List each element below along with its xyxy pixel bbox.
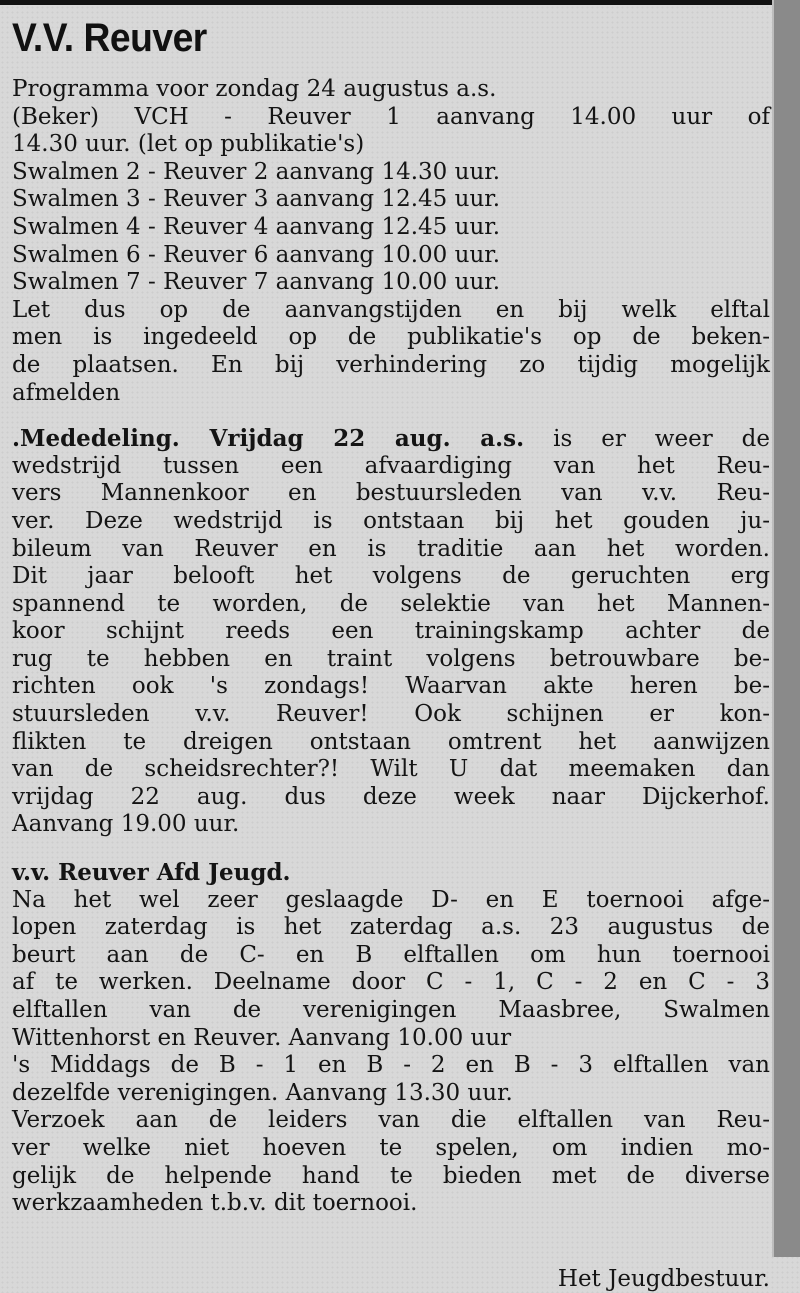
text-line — [12, 756, 770, 784]
line-text: Let dus op de aanvangstijden en bij welk elftal — [12, 296, 770, 323]
text-line — [12, 159, 770, 187]
line-text: Swalmen 7 - Reuver 7 aanvang 10.00 uur. — [12, 269, 501, 296]
line-text: Swalmen 4 - Reuver 4 aanvang 12.45 uur. — [12, 213, 501, 240]
jeugd-section — [12, 859, 770, 1218]
line-text: afmelden — [12, 379, 121, 406]
line-text: richten ook 's zondags! Waarvan akte heren be- — [12, 673, 770, 700]
line-text: Swalmen 6 - Reuver 6 aanvang 10.00 uur. — [12, 241, 501, 268]
text-line — [12, 646, 770, 674]
line-text: vers Mannenkoor en bestuursleden van v.v. Reu- — [12, 480, 770, 507]
text-line — [12, 186, 770, 214]
line-text: beurt aan de C- en B elftallen om hun toernooi — [12, 941, 770, 968]
text-line — [12, 969, 770, 997]
text-line — [12, 811, 770, 839]
text-line — [12, 480, 770, 508]
text-line — [12, 324, 770, 352]
text-line — [12, 425, 770, 453]
text-line — [12, 214, 770, 242]
text-line — [12, 1080, 770, 1108]
line-text: bileum van Reuver en is traditie aan het worden. — [12, 535, 770, 562]
text-line — [12, 380, 770, 408]
line-text: stuursleden v.v. Reuver! Ook schijnen er kon- — [12, 701, 770, 728]
line-text: af te werken. Deelname door C - 1, C - 2 en C - 3 — [12, 969, 770, 996]
line-text: Verzoek aan de leiders van die elftallen van Reu- — [12, 1107, 770, 1134]
line-text: Programma voor zondag 24 augustus a.s. — [12, 76, 497, 102]
text-line — [12, 1190, 770, 1218]
text-line — [12, 1135, 770, 1163]
line-text: lopen zaterdag is het zaterdag a.s. 23 augustus de — [12, 914, 770, 941]
line-text: men is ingedeeld op de publikatie's op de beken- — [12, 324, 770, 351]
text-line — [12, 859, 770, 887]
text-line — [12, 453, 770, 481]
article-sections — [12, 76, 770, 1218]
text-line — [12, 131, 770, 159]
programma-section — [12, 76, 770, 407]
text-line — [12, 701, 770, 729]
article-body — [12, 76, 770, 1293]
background-strip — [774, 0, 800, 1257]
line-text: werkzaamheden t.b.v. dit toernooi. — [12, 1190, 418, 1217]
line-text: vrijdag 22 aug. dus deze week naar Dijckerhof. — [12, 783, 770, 810]
line-text: gelijk de helpende hand te bieden met de diverse — [12, 1162, 770, 1189]
line-text: (Beker) VCH - Reuver 1 aanvang 14.00 uur of — [12, 103, 770, 130]
signature: Het Jeugdbestuur. — [557, 1265, 770, 1292]
bold-lead: .Mededeling. Vrijdag 22 aug. a.s. — [12, 425, 525, 453]
line-text: elftallen van de verenigingen Maasbree, Swalmen — [12, 997, 770, 1023]
text-line — [12, 1052, 770, 1080]
text-line — [12, 887, 770, 915]
bold-lead: v.v. Reuver Afd Jeugd. — [12, 859, 291, 887]
line-text: Dit jaar belooft het volgens de geruchten erg — [12, 563, 770, 590]
text-line — [12, 508, 770, 536]
text-line — [12, 591, 770, 619]
line-text: ver. Deze wedstrijd is ontstaan bij het gouden ju- — [12, 507, 770, 534]
article-title: V.V. Reuver — [12, 16, 207, 60]
line-text: van de scheidsrechter?! Wilt U dat meemaken dan — [12, 756, 770, 783]
line-text: de plaatsen. En bij verhindering zo tijdig mogelijk — [12, 351, 770, 378]
text-line — [12, 1025, 770, 1053]
text-line — [12, 914, 770, 942]
text-line — [12, 1107, 770, 1135]
line-text: Aanvang 19.00 uur. — [12, 811, 240, 838]
section-gap — [12, 407, 770, 425]
text-line — [12, 563, 770, 591]
text-line — [12, 352, 770, 380]
text-line — [12, 242, 770, 270]
line-text: Swalmen 3 - Reuver 3 aanvang 12.45 uur. — [12, 186, 501, 213]
line-text: koor schijnt reeds een trainingskamp achter de — [12, 618, 770, 645]
text-line — [12, 297, 770, 325]
line-text: is er weer de — [524, 426, 770, 453]
line-text: ver welke niet hoeven te spelen, om indien mo- — [12, 1134, 770, 1161]
text-line — [12, 997, 770, 1025]
text-line — [12, 536, 770, 564]
text-line — [12, 729, 770, 757]
line-text: 's Middags de B - 1 en B - 2 en B - 3 elftallen van — [12, 1052, 770, 1079]
line-text: Wittenhorst en Reuver. Aanvang 10.00 uur — [12, 1024, 512, 1051]
section-gap — [12, 839, 770, 859]
line-text: wedstrijd tussen een afvaardiging van het Reu- — [12, 452, 770, 479]
line-text: dezelfde verenigingen. Aanvang 13.30 uur. — [12, 1079, 513, 1106]
text-line — [12, 104, 770, 132]
line-text: spannend te worden, de selektie van het Mannen- — [12, 590, 770, 617]
top-rule — [0, 0, 772, 5]
mededeling-section — [12, 425, 770, 839]
line-text: Na het wel zeer geslaagde D- en E toernooi afge- — [12, 886, 770, 913]
line-text: flikten te dreigen ontstaan omtrent het aanwijzen — [12, 728, 770, 755]
line-text: rug te hebben en traint volgens betrouwbare be- — [12, 645, 770, 672]
text-line — [12, 76, 770, 104]
text-line — [12, 942, 770, 970]
text-line — [12, 784, 770, 812]
text-line — [12, 1163, 770, 1191]
line-text: Swalmen 2 - Reuver 2 aanvang 14.30 uur. — [12, 158, 501, 185]
line-text: 14.30 uur. (let op publikatie's) — [12, 131, 365, 158]
text-line — [12, 269, 770, 297]
text-line — [12, 618, 770, 646]
text-line — [12, 673, 770, 701]
